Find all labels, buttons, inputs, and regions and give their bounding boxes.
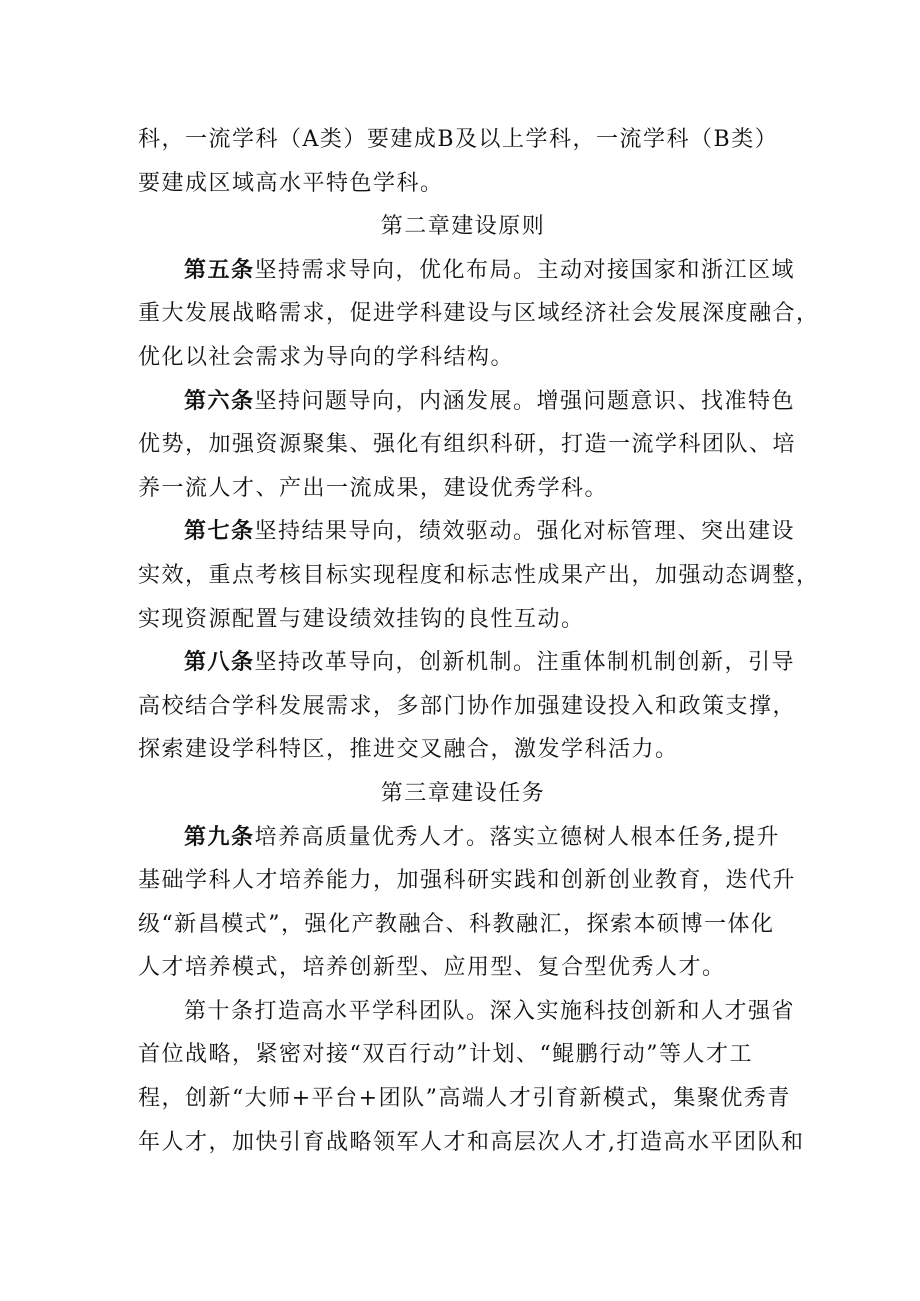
article-9-line: 级“新昌模式”，强化产教融合、科教融汇，探索本硕博一体化 <box>138 911 775 937</box>
article-9-text: 培养高质量优秀人才。落实立德树人根本任务,提升 <box>254 824 781 850</box>
intro-line: 科，一流学科（A类）要建成B及以上学科，一流学科（B类） <box>138 127 779 152</box>
article-7-text: 坚持结果导向，绩效驱动。强化对标管理、突出建设 <box>254 519 796 545</box>
chapter-3-title: 第三章建设任务 <box>380 780 546 806</box>
article-8-first-line <box>138 641 796 685</box>
article-9-first-line <box>138 816 788 860</box>
article-8-line: 高校结合学科发展需求，多部门协作加强建设投入和政策支撑， <box>138 693 797 719</box>
document-body <box>138 118 820 1164</box>
article-8-number: 第八条 <box>184 649 255 676</box>
article-8-line: 探索建设学科特区，推进交叉融合，激发学科活力。 <box>138 737 679 763</box>
article-10-line: 程，创新“大师+平台+团队”高端人才引育新模式，集聚优秀青 <box>138 1086 791 1112</box>
article-10-line: 年人才，加快引育战略领军人才和高层次人才,打造高水平团队和 <box>138 1129 805 1155</box>
article-6-line: 养一流人才、产出一流成果，建设优秀学科。 <box>138 475 609 501</box>
article-10-first-line <box>138 990 796 1034</box>
article-5-line: 优化以社会需求为导向的学科结构。 <box>138 344 515 370</box>
article-5-line: 重大发展战略需求，促进学科建设与区域经济社会发展深度融合， <box>138 301 820 327</box>
article-8-text: 坚持改革导向，创新机制。注重体制机制创新，引导 <box>254 650 796 676</box>
article-6-line: 优势，加强资源聚集、强化有组织科研，打造一流学科团队、培 <box>138 432 797 458</box>
article-9-number: 第九条 <box>184 823 255 850</box>
intro-line: 要建成区域高水平特色学科。 <box>138 170 444 196</box>
article-6-number: 第六条 <box>184 387 255 414</box>
article-6-first-line <box>138 380 796 424</box>
article-5-text: 坚持需求导向，优化布局。主动对接国家和浙江区域 <box>254 257 796 283</box>
article-6-text: 坚持问题导向，内涵发展。增强问题意识、找准特色 <box>254 388 796 414</box>
article-10-number: 第十条 <box>184 998 255 1024</box>
article-5-number: 第五条 <box>184 256 255 283</box>
article-7-line: 实现资源配置与建设绩效挂钩的良性互动。 <box>138 606 585 632</box>
article-10-line: 首位战略，紧密对接“双百行动”计划、“鲲鹏行动”等人才工 <box>138 1042 753 1068</box>
article-7-number: 第七条 <box>184 518 255 545</box>
article-10-text: 打造高水平学科团队。深入实施科技创新和人才强省 <box>254 998 796 1024</box>
article-5-first-line <box>138 249 796 293</box>
article-7-line: 实效，重点考核目标实现程度和标志性成果产出，加强动态调整， <box>138 562 820 588</box>
article-9-line: 人才培养模式，培养创新型、应用型、复合型优秀人才。 <box>138 955 726 981</box>
article-9-line: 基础学科人才培养能力，加强科研实践和创新创业教育，迭代升 <box>138 868 797 894</box>
article-7-first-line <box>138 510 796 554</box>
chapter-2-title: 第二章建设原则 <box>380 214 546 240</box>
